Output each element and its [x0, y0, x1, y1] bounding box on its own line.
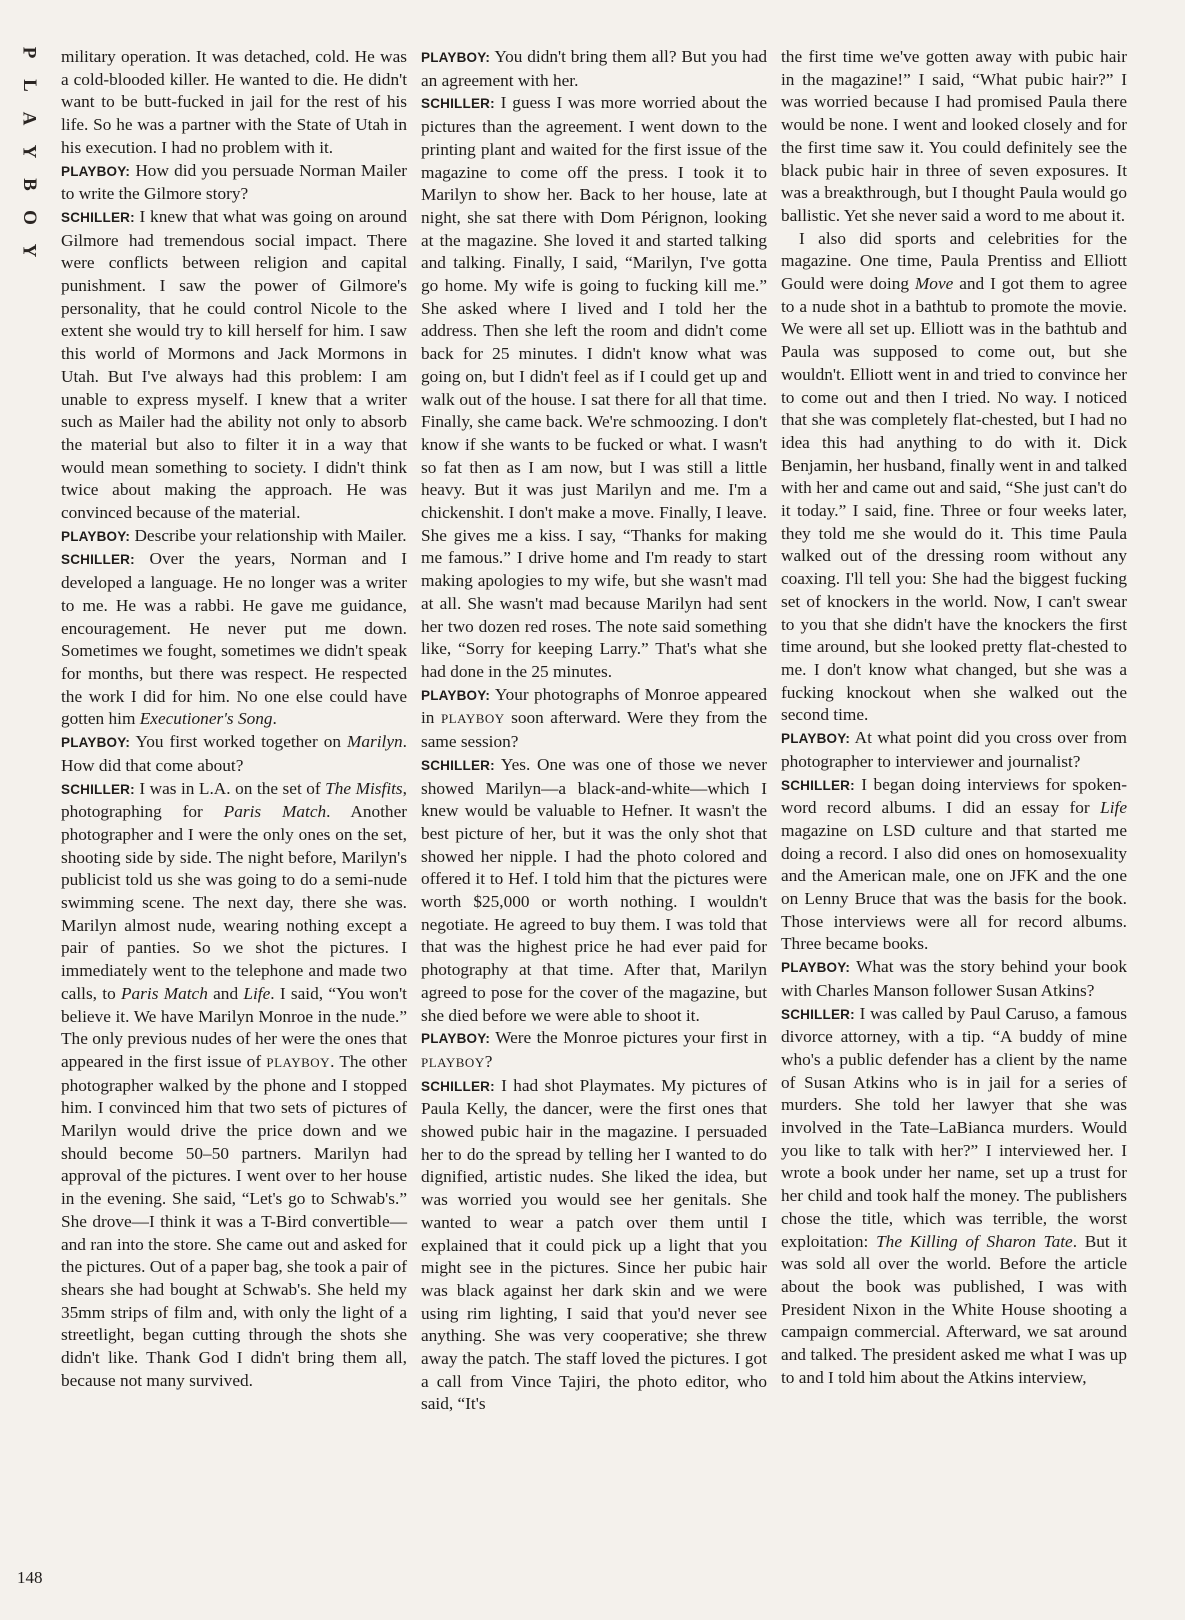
- speaker-label: SCHILLER:: [421, 757, 495, 773]
- answer: SCHILLER: I was called by Paul Caruso, a famous divorce attorney, with a tip. “A buddy of mine who's a public defender has a client by the name of Susan Atkins who is in jail for a series of murders. She told her lawyer that she was involved in the Tate–LaBianca murders. Would you like to talk with her?” I interviewed her. I wrote a book under her name, set up a trust for her child and took half the money. The publishers chose the title, which was terrible, the worst exploitation: The Killing of Sharon Tate. But it was sold all over the world. Before the article about the book was published, I was with President Nixon in the White House shooting a campaign commercial. Afterward, we sat around and talked. The president asked me what I was up to and I told him about the Atkins interview,: [781, 1003, 1127, 1387]
- answer: SCHILLER: I was in L.A. on the set of The Misfits, photographing for Paris Match. Another photographer and I were the only ones on the set, shooting side by side. The night before, Marilyn's publicist told us she was going to do a semi-nude swimming scene. The next day, there she was. Marilyn almost nude, wearing nothing except a pair of panties. So we shot the pictures. I immediately went to the telephone and made two calls, to Paris Match and Life. I said, “You won't believe it. We have Marilyn Monroe in the nude.” The only previous nudes of her were the ones that appeared in the first issue of PLAYBOY. The other photographer walked by the phone and I stopped him. I convinced him that two sets of pictures of Marilyn would drive the price down and we should become 50–50 partners. Marilyn had approval of the pictures. I went over to her house in the evening. She said, “Let's go to Schwab's.” She drove—I think it was a T-Bird convertible—and ran into the store. She came out and asked for the pictures. Out of a paper bag, she took a pair of shears she had bought at Schwab's. She held my 35mm strips of film and, with only the light of a streetlight, began cutting through the shots she didn't like. Thank God I didn't bring them all, because not many survived.: [61, 778, 407, 1390]
- label-letter: A: [18, 111, 40, 126]
- answer: SCHILLER: I began doing interviews for spoken-word record albums. I did an essay for Life magazine on LSD culture and that started me doing a record. I also did ones on homosexuality and the American male, one on JFK and the one on Lenny Bruce that was the basis for the book. Those interviews were all for record albums. Three became books.: [781, 774, 1127, 954]
- paragraph: military operation. It was detached, cold. He was a cold-blooded killer. He wanted to die. He didn't want to be butt-fucked in jail for the rest of his life. So he was a partner with the State of Utah in his execution. I had no problem with it.: [61, 47, 407, 157]
- answer: SCHILLER: Over the years, Norman and I developed a language. He no longer was a writer to me. He was a rabbi. He gave me guidance, encouragement. He never put me down. Sometimes we fought, sometimes we didn't speak for months, but there was respect. He respected the work I did for him. No one else could have gotten him Executioner's Song.: [61, 549, 407, 729]
- speaker-label: PLAYBOY:: [61, 528, 131, 544]
- question: PLAYBOY: How did you persuade Norman Mailer to write the Gilmore story?: [61, 160, 408, 204]
- magazine-vertical-label: [14, 36, 44, 267]
- question: PLAYBOY: At what point did you cross over from photographer to interviewer and journalist?: [781, 728, 1127, 771]
- speaker-label: PLAYBOY:: [421, 50, 491, 65]
- speaker-label: PLAYBOY:: [61, 735, 131, 751]
- text-column-3: [781, 46, 1127, 1389]
- speaker-label: SCHILLER:: [781, 1006, 855, 1022]
- speaker-label: SCHILLER:: [61, 781, 135, 797]
- speaker-label: PLAYBOY:: [61, 163, 131, 179]
- question: PLAYBOY: Were the Monroe pictures your first in PLAYBOY?: [421, 1028, 767, 1071]
- label-letter: Y: [18, 243, 40, 258]
- speaker-label: SCHILLER:: [421, 96, 495, 112]
- speaker-label: SCHILLER:: [781, 777, 855, 793]
- page-number: 148: [17, 1568, 43, 1587]
- magazine-title: Life: [243, 983, 271, 1003]
- magazine-name: PLAYBOY: [421, 1054, 485, 1070]
- film-title: The Misfits: [325, 778, 403, 798]
- speaker-label: PLAYBOY:: [781, 960, 851, 976]
- speaker-label: PLAYBOY:: [421, 687, 491, 703]
- label-letter: L: [18, 79, 40, 92]
- label-letter: B: [18, 178, 40, 191]
- answer: SCHILLER: Yes. One was one of those we never showed Marilyn—a black-and-white—which I knew would be valuable to Hefner. It wasn't the best picture of her, but it was the only shot that showed her nipple. I had the photo colored and offered it to Hef. I told him that the pictures were worth $25,000 or worth nothing. I wouldn't negotiate. He agreed to buy them. I was told that that was the highest price he had ever paid for photography at that time. After that, Marilyn agreed to pose for the cover of the magazine, but she died before we were able to shoot it.: [421, 754, 767, 1025]
- book-title: Executioner's Song: [139, 709, 273, 729]
- question: PLAYBOY: You didn't bring them all? But you had an agreement with her.: [421, 47, 767, 90]
- text-column-2: [421, 46, 767, 1416]
- speaker-label: SCHILLER:: [421, 1078, 495, 1094]
- label-letter: O: [18, 210, 40, 225]
- label-letter: P: [18, 46, 40, 59]
- answer: SCHILLER: I guess I was more worried about the pictures than the agreement. I went down to the printing plant and waited for the first issue of the magazine to come off the press. I took it to Marilyn to show her. Back to her house, late at night, she sat there with Dom Pérignon, looking at the magazine. She loved it and started talking and talking. Finally, I said, “Marilyn, I've gotta go home. My wife is going to fucking kill me.” She asked where I lived and I told her the address. Then she left the room and didn't come back for 25 minutes. I didn't know what was going on, but I didn't feel as if I could get up and walk out of the house. I sat there for all that time. Finally, she came back. We're schmoozing. I don't know if she wants to be fucked or what. I wasn't so fat then as I am now, but I was still a little heavy. But it was just Marilyn and me. I'm a chickenshit. I don't make a move. Finally, I leave. She gives me a kiss. I say, “Thanks for making me famous.” I drive home and I'm ready to start making apologies to my wife, but she wasn't mad at all. She wasn't mad because Marilyn had sent her two dozen red roses. The note said something like, “Sorry for keeping Larry.” That's what she had done in the 25 minutes.: [421, 93, 767, 681]
- book-title: The Killing of Sharon Tate: [876, 1231, 1073, 1251]
- text-column-1: [61, 46, 407, 1392]
- answer: SCHILLER: I had shot Playmates. My pictures of Paula Kelly, the dancer, were the first ones that showed pubic hair in the magazine. I persuaded her to do the spread by telling her I wanted to do dignified, artistic nudes. She liked the idea, but was worried you would see her genitals. She wanted to wear a patch over them until I explained that it could pick up a light that you might see in the pictures. Since her pubic hair was black against her dark skin and we were using rim lighting, I said that you'd never see anything. She was very cooperative; she threw away the patch. The staff loved the pictures. I got a call from Vince Tajiri, the photo editor, who said, “It's: [421, 1075, 767, 1414]
- speaker-label: SCHILLER:: [61, 209, 135, 225]
- paragraph: I also did sports and celebrities for the magazine. One time, Paula Prentiss and Elliott Gould were doing Move and I got them to agree to a nude shot in a bathtub to promote the movie. We were all set up. Elliott was in the bathtub and Paula was supposed to come out, but she wouldn't. Elliott went in and tried to convince her to come out and then I tried. No way. I noticed that she was completely flat-chested, but I had no idea this had anything to do with it. Dick Benjamin, her husband, finally went in and talked with her and came out and said, “She just can't do it today.” I said, fine. Three or four weeks later, they told me she would do it. This time Paula walked out of the dressing room without any coaxing. I'll tell you: She had the biggest fucking set of knockers in the world. Now, I can't swear to you that she didn't have the knockers the first time around, but she looked pretty flat-chested to me. I don't know what changed, but she was a fucking knockout when she walked out the second time.: [781, 228, 1127, 725]
- magazine-title: Paris Match: [223, 802, 327, 822]
- film-title: Move: [914, 274, 954, 294]
- question: PLAYBOY: Describe your relationship with Mailer.: [61, 525, 407, 545]
- question: PLAYBOY: You first worked together on Marilyn. How did that come about?: [61, 732, 407, 775]
- question: PLAYBOY: What was the story behind your book with Charles Manson follower Susan Atkins?: [781, 957, 1127, 1000]
- speaker-label: PLAYBOY:: [781, 731, 851, 747]
- paragraph: the first time we've gotten away with pubic hair in the magazine!” I said, “What pubic hair?” I was worried because I had promised Paula there would be none. I went and looked closely and for the first time saw it. You could definitely see the black pubic hair in three of seven exposures. It was a breakthrough, but I thought Paula would go ballistic. Yet she never said a word to me about it.: [781, 47, 1127, 225]
- magazine-name: PLAYBOY: [266, 1054, 331, 1070]
- speaker-label: SCHILLER:: [61, 552, 135, 568]
- answer: SCHILLER: I knew that what was going on around Gilmore had tremendous social impact. There were conflicts between religion and capital punishment. I saw the power of Gilmore's personality, that he could control Nicole to the extent she would try to kill herself for him. I saw this world of Mormons and Jack Mormons in Utah. But I've always had this problem: I am unable to express myself. I knew that a writer such as Mailer had the ability not only to absorb the material but also to filter it in a way that would mean something to society. I didn't think twice about making the approach. He was convinced because of the material.: [61, 206, 407, 523]
- magazine-title: Paris Match: [120, 983, 208, 1003]
- book-title: Marilyn: [346, 732, 403, 752]
- magazine-name: PLAYBOY: [440, 711, 505, 727]
- magazine-title: Life: [1100, 798, 1127, 818]
- question: PLAYBOY: Your photographs of Monroe appeared in PLAYBOY soon afterward. Were they from the same session?: [421, 684, 768, 752]
- speaker-label: PLAYBOY:: [421, 1031, 491, 1047]
- label-letter: Y: [18, 144, 40, 159]
